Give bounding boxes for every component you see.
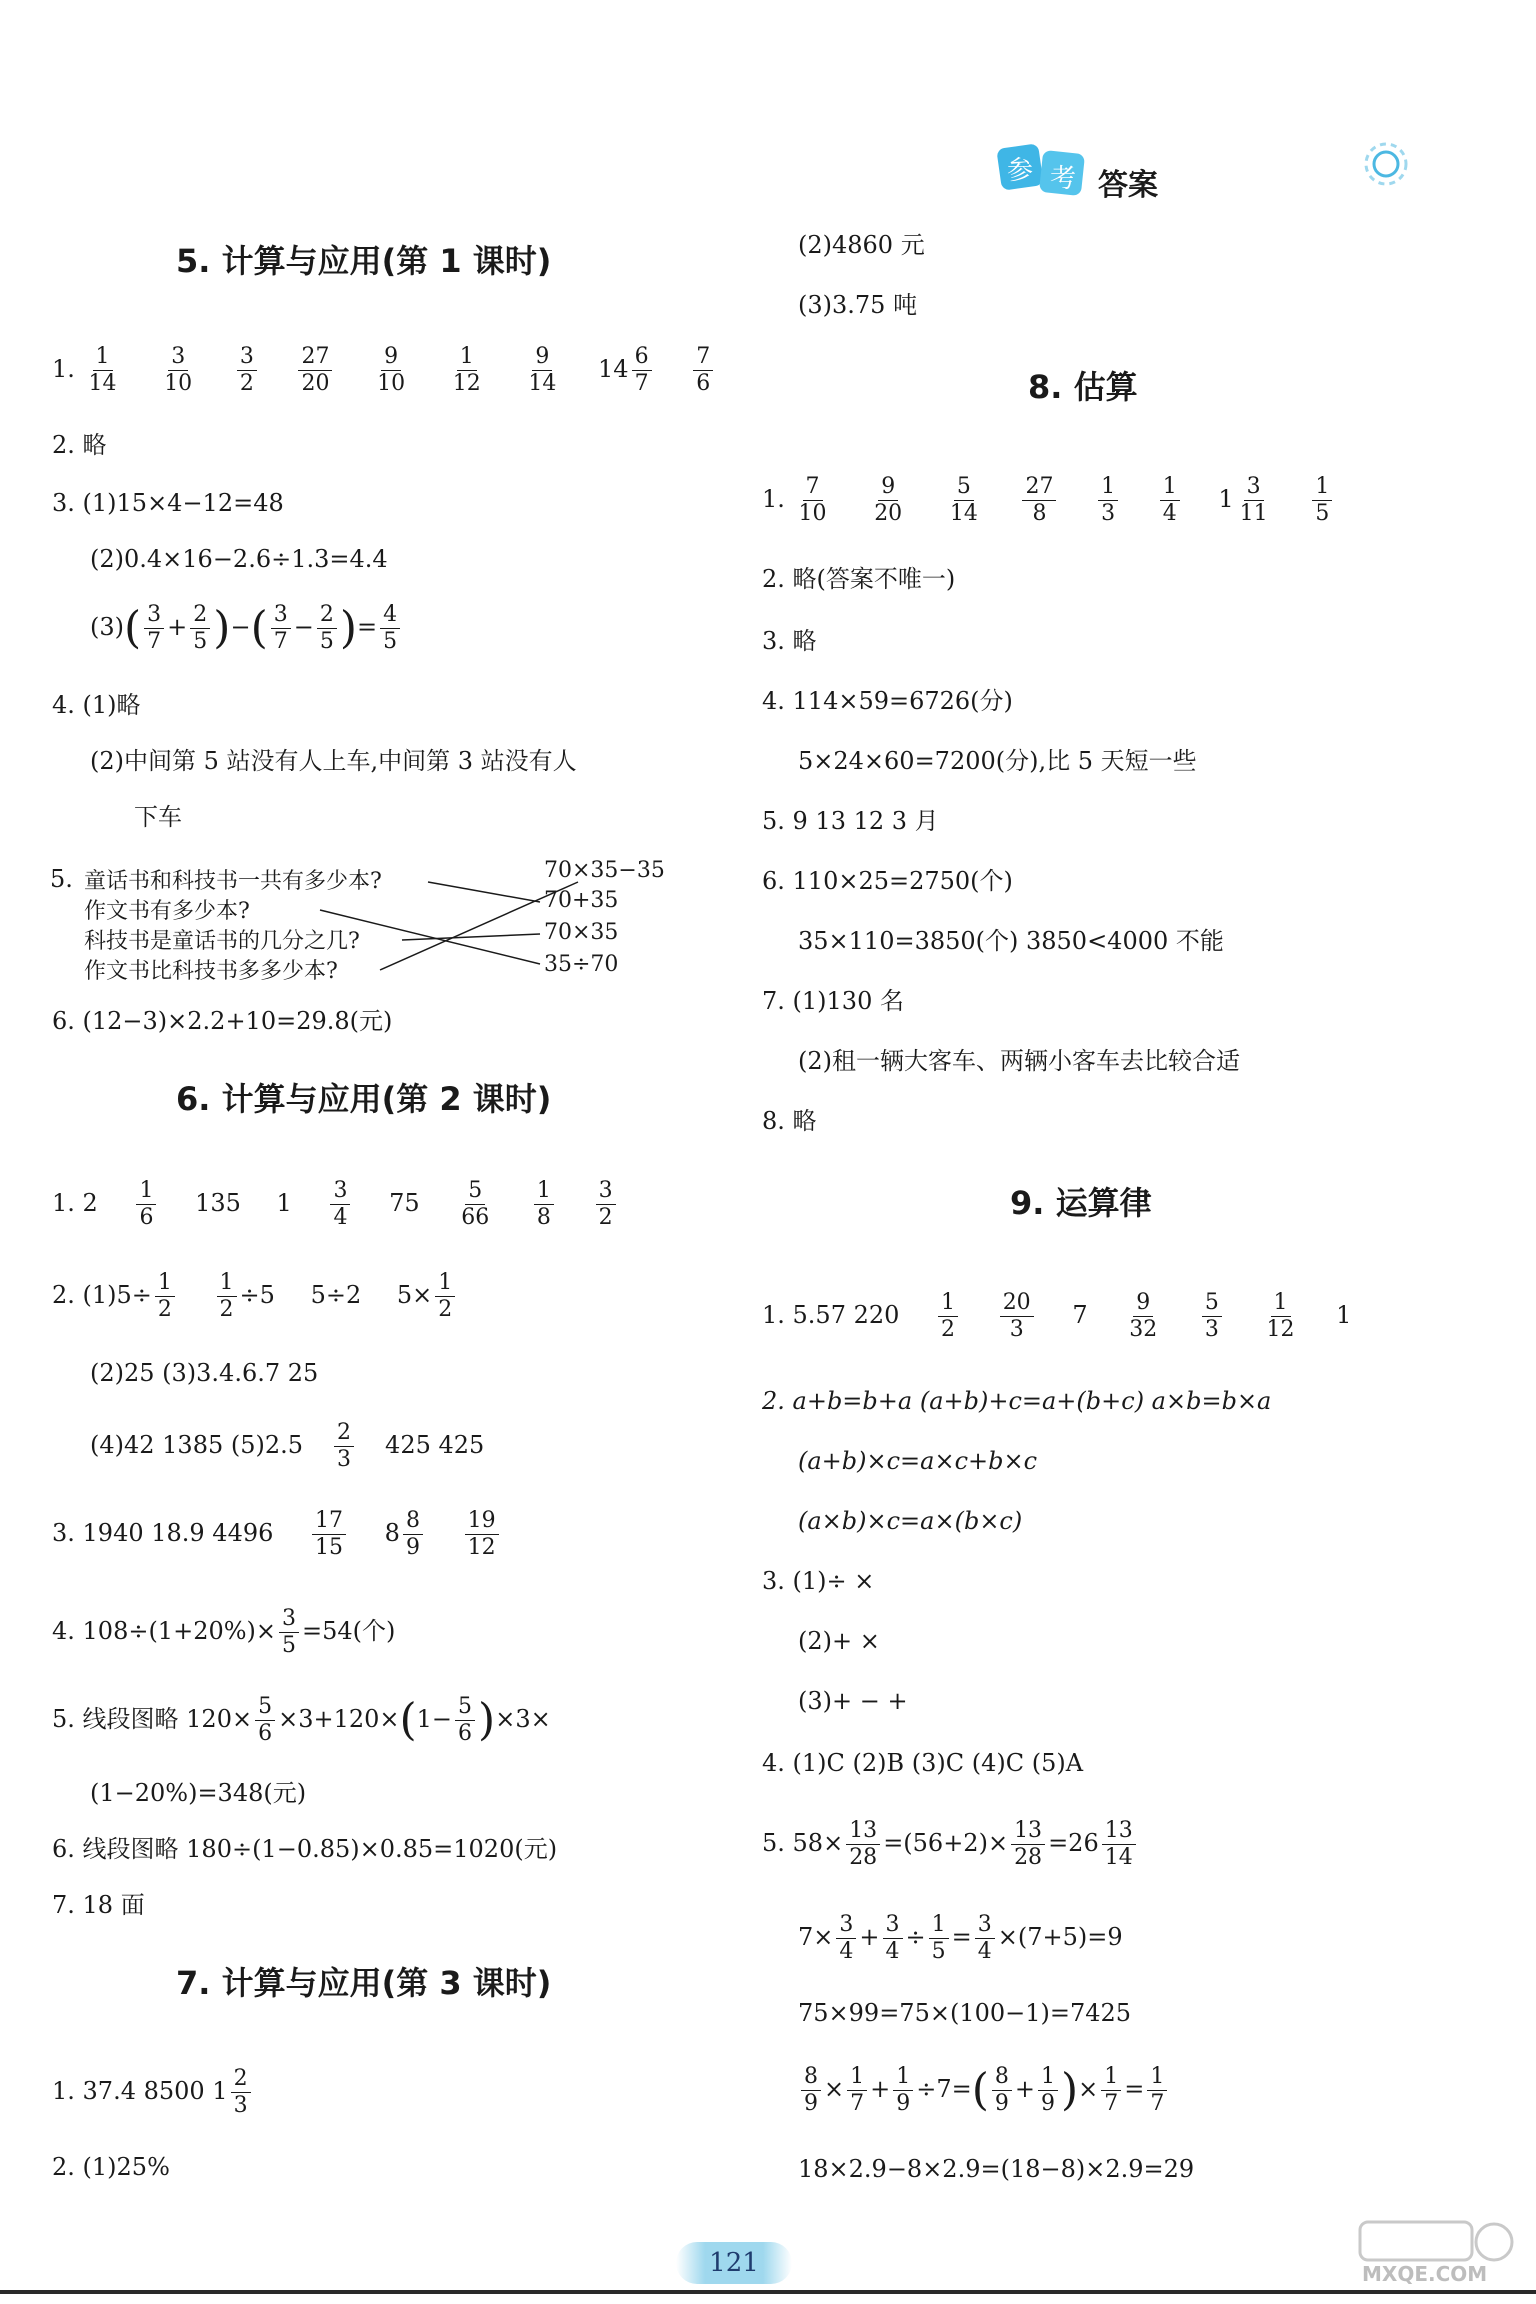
fraction: $\frac{20}{3}$ <box>1000 1290 1034 1343</box>
s9-q3-1: 3. (1)÷ × <box>762 1567 875 1595</box>
fraction: $\frac{1}{9}$ <box>893 2064 913 2117</box>
fraction: $\frac{5}{6}$ <box>455 1694 475 1747</box>
watermark-logo <box>1358 2218 1518 2288</box>
s9-q5-3: 75×99=75×(100−1)=7425 <box>798 1999 1132 2027</box>
section-7-title: 7. 计算与应用(第 3 课时) <box>176 1964 552 2002</box>
s5-q1: 1. $\frac{1}{14}$ $\frac{3}{10}$ $\frac{3}{2}$ $\frac{27}{20}$ $\frac{9}{10}$ $\frac{1}{12}$ $\frac{9}{14}$ 14 $\frac{6}{7}$ $\frac{7}{6}$ <box>52 344 716 397</box>
s7-q1: 1. 37.4 8500 1 $\frac{2}{3}$ <box>52 2066 254 2119</box>
fraction: $\frac{2}{3}$ <box>231 2066 251 2119</box>
fraction: $\frac{13}{14}$ <box>1102 1818 1136 1871</box>
fraction: $\frac{1}{7}$ <box>1147 2064 1167 2117</box>
s6-q7: 7. 18 面 <box>52 1891 145 1919</box>
watermark-text: MXQE.COM <box>1362 2262 1488 2286</box>
fraction: $\frac{1}{2}$ <box>435 1270 455 1323</box>
fraction: $\frac{3}{4}$ <box>330 1178 350 1231</box>
s9-q2-3: (a×b)×c=a×(b×c) <box>798 1507 1023 1535</box>
section-6-title: 6. 计算与应用(第 2 课时) <box>176 1080 552 1118</box>
reference-answer-badge <box>995 140 1090 200</box>
fraction: $\frac{3}{7}$ <box>271 602 291 655</box>
s8-q6-2: 35×110=3850(个) 3850<4000 不能 <box>798 927 1224 955</box>
fraction: $\frac{17}{15}$ <box>312 1508 346 1561</box>
section-5-title: 5. 计算与应用(第 1 课时) <box>176 242 552 280</box>
s6-q1: 1. 2 $\frac{1}{6}$ 135 1 $\frac{3}{4}$ 75 $\frac{5}{66}$ $\frac{1}{8}$ $\frac{3}{2}$ <box>52 1178 619 1231</box>
s9-q1: 1. 5.57 220 $\frac{1}{2}$ $\frac{20}{3}$ 7 $\frac{9}{32}$ $\frac{5}{3}$ $\frac{1}{12}$ 1 <box>762 1290 1352 1342</box>
gear-icon <box>1360 138 1412 194</box>
r-q2-2: (2)4860 元 <box>798 231 925 259</box>
fraction: $\frac{1}{6}$ <box>136 1178 156 1231</box>
s8-q8: 8. 略 <box>762 1107 817 1135</box>
s5-q3-2: (2)0.4×16−2.6÷1.3=4.4 <box>90 545 388 573</box>
fraction: $\frac{5}{6}$ <box>255 1694 275 1747</box>
s5-q2: 2. 略 <box>52 431 107 459</box>
fraction: $\frac{6}{7}$ <box>632 344 652 397</box>
s9-q5-4: $\frac{8}{9}$ × $\frac{1}{7}$ + $\frac{1}{9}$ ÷7=( $\frac{8}{9}$ + $\frac{1}{9}$ )× $\frac{1}{7}$ = $\frac{1}{7}$ <box>798 2064 1170 2117</box>
fraction: $\frac{3}{4}$ <box>883 1912 903 1965</box>
s9-q2-1: 2. a+b=b+a (a+b)+c=a+(b+c) a×b=b×a <box>762 1387 1272 1415</box>
s5-q4-3: 下车 <box>134 803 182 831</box>
fraction: $\frac{3}{2}$ <box>237 344 257 397</box>
s9-q3-2: (2)+ × <box>798 1627 880 1655</box>
s9-q5-1: 5. 58× $\frac{13}{28}$ =(56+2)× $\frac{13}{28}$ =26 $\frac{13}{14}$ <box>762 1818 1139 1871</box>
match-right-4: 35÷70 <box>544 952 619 977</box>
s9-q2-2: (a+b)×c=a×c+b×c <box>798 1447 1038 1475</box>
fraction: $\frac{1}{7}$ <box>847 2064 867 2117</box>
fraction: $\frac{5}{3}$ <box>1202 1290 1222 1343</box>
section-8-title: 8. 估算 <box>1028 368 1138 406</box>
fraction: $\frac{9}{14}$ <box>528 344 557 396</box>
fraction: $\frac{1}{5}$ <box>1312 474 1332 527</box>
s7-q2: 2. (1)25% <box>52 2153 170 2181</box>
s8-q1: 1. $\frac{7}{10}$ $\frac{9}{20}$ $\frac{5}{14}$ $\frac{27}{8}$ $\frac{1}{3}$ $\frac{1}{4}$ 1 $\frac{3}{11}$ $\frac{1}{5}$ <box>762 474 1335 527</box>
s8-q4-1: 4. 114×59=6726(分) <box>762 687 1013 715</box>
fraction: $\frac{19}{12}$ <box>465 1508 499 1561</box>
badge-char-2: 考 <box>1050 164 1077 194</box>
s6-q2-4: (4)42 1385 (5)2.5 $\frac{2}{3}$ 425 425 <box>90 1420 485 1472</box>
s5-q4-2: (2)中间第 5 站没有人上车,中间第 3 站没有人 <box>90 747 577 775</box>
fraction: $\frac{9}{10}$ <box>377 344 406 396</box>
fraction: $\frac{1}{8}$ <box>534 1178 554 1231</box>
s6-q3: 3. 1940 18.9 4496 $\frac{17}{15}$ 8 $\frac{8}{9}$ $\frac{19}{12}$ <box>52 1508 502 1561</box>
fraction: $\frac{2}{5}$ <box>190 602 210 655</box>
fraction: $\frac{3}{2}$ <box>596 1178 616 1231</box>
s6-q5-2: (1−20%)=348(元) <box>90 1779 307 1807</box>
s8-q5: 5. 9 13 12 3 月 <box>762 807 939 835</box>
fraction: $\frac{1}{2}$ <box>217 1270 237 1323</box>
fraction: $\frac{1}{9}$ <box>1038 2064 1058 2117</box>
fraction: $\frac{5}{66}$ <box>461 1178 490 1230</box>
fraction: $\frac{8}{9}$ <box>992 2064 1012 2117</box>
badge-char-1: 参 <box>1007 156 1034 186</box>
match-right-2: 70+35 <box>544 888 619 913</box>
s8-q7-2: (2)租一辆大客车、两辆小客车去比较合适 <box>798 1047 1240 1075</box>
fraction: $\frac{8}{9}$ <box>801 2064 821 2117</box>
r-q2-3: (3)3.75 吨 <box>798 291 918 319</box>
s8-q7-1: 7. (1)130 名 <box>762 987 904 1015</box>
fraction: $\frac{13}{28}$ <box>1011 1818 1045 1871</box>
fraction: $\frac{3}{7}$ <box>144 602 164 655</box>
fraction: $\frac{8}{9}$ <box>403 1508 423 1561</box>
match-left-2: 作文书有多少本? <box>84 899 250 924</box>
fraction: $\frac{3}{4}$ <box>836 1912 856 1965</box>
s6-q4: 4. 108÷(1+20%)× $\frac{3}{5}$ =54(个) <box>52 1606 396 1658</box>
s6-q5-1: 5. 线段图略 120× $\frac{5}{6}$ ×3+120×(1− $\frac{5}{6}$ )×3× <box>52 1694 551 1746</box>
fraction: $\frac{3}{11}$ <box>1239 474 1268 526</box>
fraction: $\frac{27}{8}$ <box>1022 474 1056 527</box>
s9-q5-5: 18×2.9−8×2.9=(18−8)×2.9=29 <box>798 2155 1195 2183</box>
fraction: $\frac{3}{10}$ <box>164 344 193 396</box>
s8-q6-1: 6. 110×25=2750(个) <box>762 867 1013 895</box>
match-left-3: 科技书是童话书的几分之几? <box>84 929 360 954</box>
section-9-title: 9. 运算律 <box>1010 1184 1152 1222</box>
fraction: $\frac{1}{2}$ <box>155 1270 175 1323</box>
page-number: 121 <box>676 2242 792 2284</box>
fraction: $\frac{1}{12}$ <box>452 344 481 396</box>
fraction: $\frac{13}{28}$ <box>846 1818 880 1871</box>
fraction: $\frac{1}{14}$ <box>88 344 117 396</box>
s5-q5-matching: 5. 童话书和科技书一共有多少本? 作文书有多少本? 科技书是童话书的几分之几? 作文书比科技书多多少本? 70×35−35 70+35 70×35 35÷70 <box>50 858 690 988</box>
match-right-1: 70×35−35 <box>544 858 665 883</box>
fraction: $\frac{3}{5}$ <box>279 1606 299 1659</box>
fraction: $\frac{7}{6}$ <box>693 344 713 397</box>
s8-q3: 3. 略 <box>762 627 817 655</box>
fraction: $\frac{27}{20}$ <box>298 344 332 397</box>
s5-q3-3: (3)( $\frac{3}{7}$ + $\frac{2}{5}$ )−( $\frac{3}{7}$ − $\frac{2}{5}$ )= $\frac{4}{5}$ <box>90 602 403 655</box>
match-right-3: 70×35 <box>544 920 619 945</box>
s5-q3-1: 3. (1)15×4−12=48 <box>52 489 284 517</box>
s8-q2: 2. 略(答案不唯一) <box>762 565 956 593</box>
fraction: $\frac{1}{7}$ <box>1101 2064 1121 2117</box>
fraction: $\frac{1}{2}$ <box>938 1290 958 1343</box>
s6-q2-1: 2. (1)5÷ $\frac{1}{2}$ $\frac{1}{2}$ ÷5 5÷2 5× $\frac{1}{2}$ <box>52 1270 458 1323</box>
fraction: $\frac{1}{5}$ <box>929 1912 949 1965</box>
fraction: $\frac{9}{32}$ <box>1129 1290 1158 1342</box>
fraction: $\frac{1}{4}$ <box>1160 474 1180 527</box>
s5-q4-1: 4. (1)略 <box>52 691 141 719</box>
fraction: $\frac{4}{5}$ <box>380 602 400 655</box>
fraction: $\frac{5}{14}$ <box>949 474 978 526</box>
fraction: $\frac{1}{3}$ <box>1098 474 1118 527</box>
match-left-1: 童话书和科技书一共有多少本? <box>84 869 382 894</box>
s6-q2-2: (2)25 (3)3.4.6.7 25 <box>90 1359 319 1387</box>
match-left-4: 作文书比科技书多多少本? <box>84 959 338 984</box>
s9-q3-3: (3)+ − + <box>798 1687 908 1715</box>
s8-q4-2: 5×24×60=7200(分),比 5 天短一些 <box>798 747 1197 775</box>
fraction: $\frac{3}{4}$ <box>975 1912 995 1965</box>
bottom-rule <box>0 2290 1536 2294</box>
header-title: 答案 <box>1098 168 1158 203</box>
fraction: $\frac{2}{5}$ <box>317 602 337 655</box>
s9-q5-2: 7× $\frac{3}{4}$ + $\frac{3}{4}$ ÷ $\frac{1}{5}$ = $\frac{3}{4}$ ×(7+5)=9 <box>798 1912 1123 1964</box>
fraction: $\frac{7}{10}$ <box>798 474 827 526</box>
fraction: $\frac{2}{3}$ <box>334 1420 354 1473</box>
fraction: $\frac{9}{20}$ <box>874 474 903 526</box>
matching-lines <box>50 858 690 988</box>
s9-q4: 4. (1)C (2)B (3)C (4)C (5)A <box>762 1749 1084 1777</box>
fraction: $\frac{1}{12}$ <box>1266 1290 1295 1342</box>
s6-q6: 6. 线段图略 180÷(1−0.85)×0.85=1020(元) <box>52 1835 558 1863</box>
s5-q6: 6. (12−3)×2.2+10=29.8(元) <box>52 1007 393 1035</box>
